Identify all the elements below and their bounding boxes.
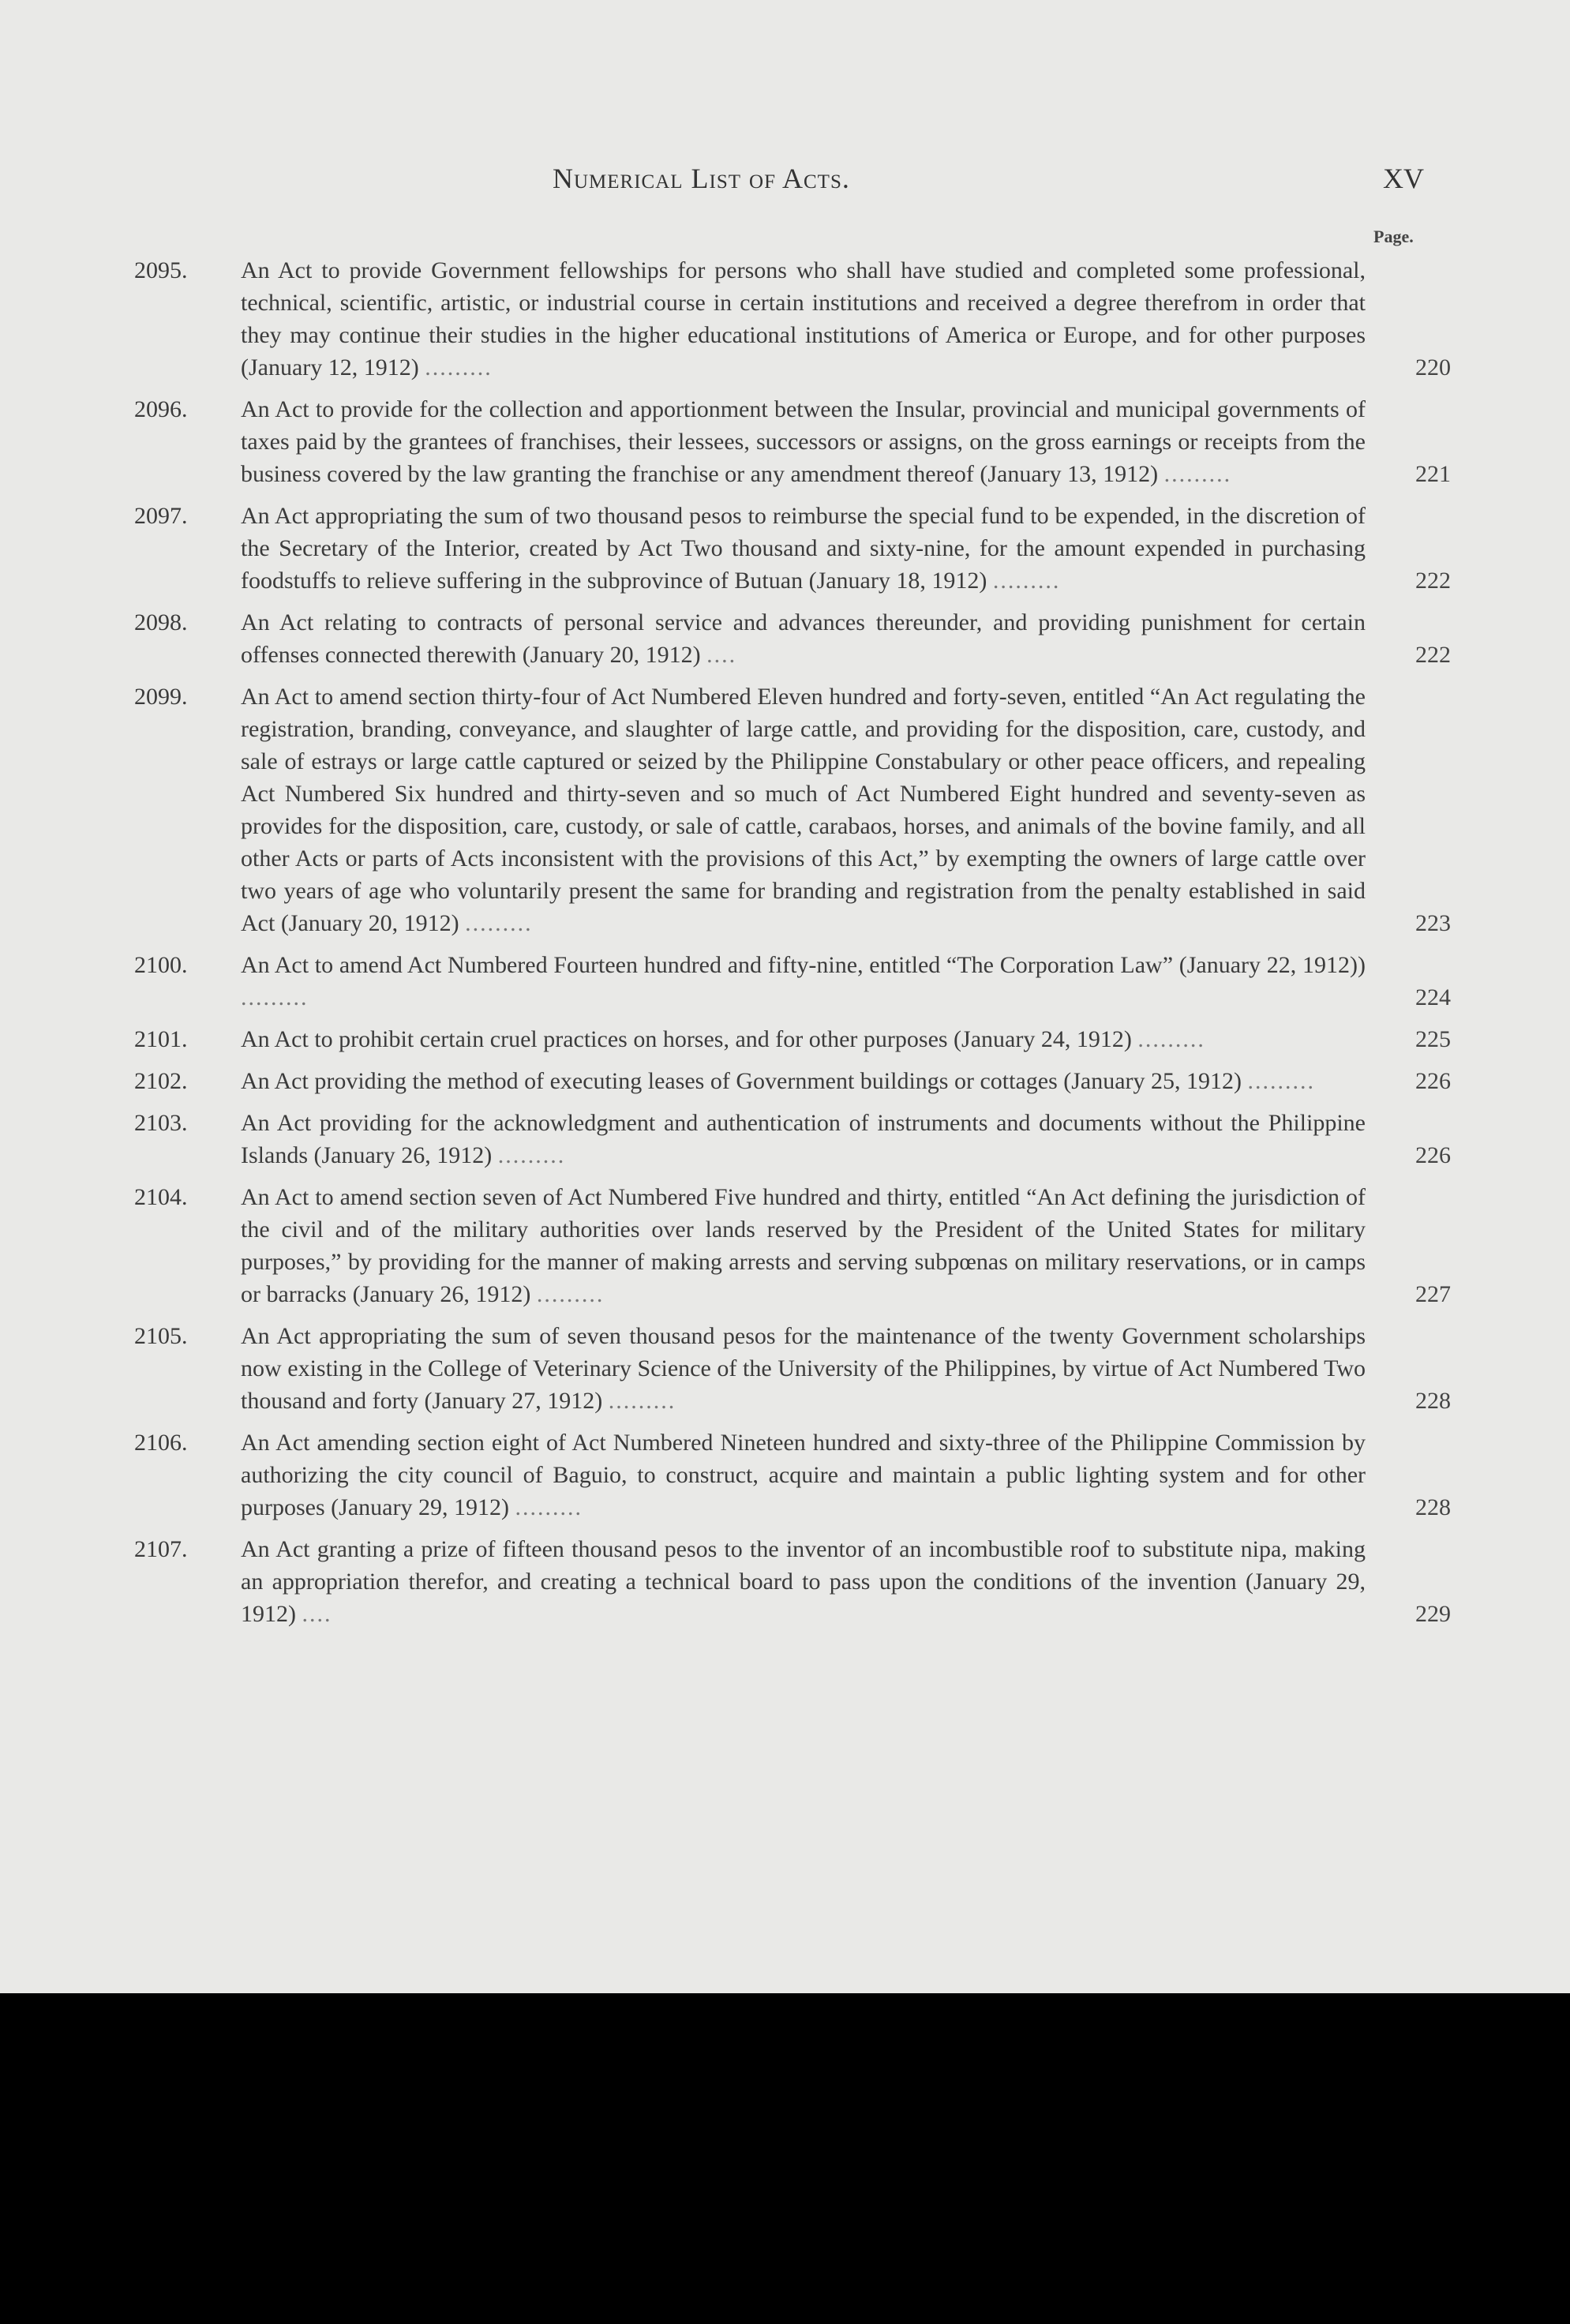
dot-leader: ......... [465, 910, 533, 936]
act-entry [134, 1320, 1460, 1417]
act-description: An Act amending section eight of Act Numbered Nineteen hundred and sixty-three of the Philippine Commission by authorizing the city council of Baguio, to construct, acquire and maintain a public lighting system and for other purposes (January 29, 1912) [241, 1430, 1366, 1520]
act-description: An Act appropriating the sum of two thousand pesos to reimburse the special fund to be expended, in the discretion of the Secretary of the Interior, created by Act Two thousand and sixty-nine, for the amount expended in purchasing foodstuffs to relieve suffering in the subprovince of Butuan (January 18, 1912) [241, 503, 1366, 594]
act-entry [134, 254, 1460, 384]
act-description: An Act to amend Act Numbered Fourteen hundred and fifty-nine, entitled “The Corporation Law” (January 22, 1912)) [241, 952, 1366, 978]
act-entry [134, 1426, 1460, 1524]
act-number: 2096. [134, 396, 188, 422]
act-page: 221 [1415, 461, 1451, 487]
act-entry [134, 1065, 1460, 1097]
act-number: 2104. [134, 1184, 188, 1210]
act-description: An Act to provide for the collection and apportionment between the Insular, provincial and municipal governments of taxes paid by the grantees of franchises, their lessees, successors or assigns, on the gross earnings or receipts from the business covered by the law granting the franchise or any amendment thereof (January 13, 1912) [241, 396, 1366, 487]
act-entry [134, 1533, 1460, 1630]
act-entry [134, 606, 1460, 671]
act-page: 220 [1415, 354, 1451, 380]
act-description: An Act providing the method of executing leases of Government buildings or cottages (January 25, 1912) [241, 1068, 1242, 1094]
act-description: An Act to provide Government fellowships for persons who shall have studied and completed some professional, technical, scientific, artistic, or industrial course in certain institutions and received a degree therefrom in order that they may continue their studies in the higher educational institutions of America or Europe, and for other purposes (January 12, 1912) [241, 257, 1366, 380]
page-title: Numerical List of Acts. [553, 163, 850, 194]
black-border [0, 1993, 1570, 2324]
act-number: 2099. [134, 684, 188, 710]
act-number: 2102. [134, 1068, 188, 1094]
dot-leader: ......... [241, 984, 309, 1010]
dot-leader: ......... [1137, 1026, 1205, 1052]
page-column-label: Page. [1373, 227, 1414, 246]
dot-leader: ......... [536, 1281, 605, 1307]
act-description: An Act granting a prize of fifteen thousand pesos to the inventor of an incombustible roof to substitute nipa, making an appropriation therefor, and creating a technical board to pass upon the conditions of the invention (January 29, 1912) [241, 1536, 1366, 1627]
dot-leader: ......... [1247, 1068, 1316, 1094]
act-description: An Act to prohibit certain cruel practices on horses, and for other purposes (January 24, 1912) [241, 1026, 1132, 1052]
act-number: 2100. [134, 952, 188, 978]
act-description: An Act providing for the acknowledgment and authentication of instruments and documents without the Philippine Islands (January 26, 1912) [241, 1110, 1366, 1168]
act-description: An Act relating to contracts of personal service and advances thereunder, and providing punishment for certain offenses connected therewith (January 20, 1912) [241, 609, 1366, 668]
act-description: An Act to amend section seven of Act Numbered Five hundred and thirty, entitled “An Act defining the jurisdiction of the civil and of the military authorities over lands reserved by the President of the United States for military purposes,” by providing for the manner of making arrests and serving subpœnas on military reservations, or in camps or barracks (January 26, 1912) [241, 1184, 1366, 1307]
act-page: 228 [1415, 1388, 1451, 1414]
act-entry [134, 949, 1460, 1014]
running-header [0, 162, 1570, 209]
act-number: 2107. [134, 1536, 188, 1562]
dot-leader: ......... [992, 568, 1061, 594]
act-number: 2101. [134, 1026, 188, 1052]
act-entry [134, 1023, 1460, 1055]
act-page: 224 [1415, 984, 1451, 1010]
act-number: 2106. [134, 1430, 188, 1456]
dot-leader: .... [706, 642, 737, 668]
act-number: 2095. [134, 257, 188, 283]
dot-leader: ......... [608, 1388, 676, 1414]
act-number: 2098. [134, 609, 188, 635]
act-page: 226 [1415, 1068, 1451, 1094]
act-page: 222 [1415, 568, 1451, 594]
act-page: 226 [1415, 1142, 1451, 1168]
act-entry [134, 680, 1460, 939]
act-page: 227 [1415, 1281, 1451, 1307]
act-entry [134, 1181, 1460, 1310]
dot-leader: ......... [497, 1142, 566, 1168]
act-number: 2097. [134, 503, 188, 529]
dot-leader: .... [302, 1601, 332, 1627]
dot-leader: ......... [515, 1494, 583, 1520]
act-page: 228 [1415, 1494, 1451, 1520]
act-number: 2103. [134, 1110, 188, 1136]
acts-list [134, 254, 1460, 1640]
act-description: An Act appropriating the sum of seven thousand pesos for the maintenance of the twenty Government scholarships now existing in the College of Veterinary Science of the University of the Philippines, by virtue of Act Numbered Two thousand and forty (January 27, 1912) [241, 1323, 1366, 1414]
act-page: 222 [1415, 642, 1451, 668]
act-entry [134, 500, 1460, 597]
act-entry [134, 1107, 1460, 1171]
act-page: 225 [1415, 1026, 1451, 1052]
act-page: 229 [1415, 1601, 1451, 1627]
act-description: An Act to amend section thirty-four of Act Numbered Eleven hundred and forty-seven, entitled “An Act regulating the registration, branding, conveyance, and slaughter of large cattle, and providing for the disposition, care, custody, and sale of estrays or large cattle captured or seized by the Philippine Constabulary or other peace officers, and repealing Act Numbered Six hundred and thirty-seven and so much of Act Numbered Eight hundred and seventy-seven as provides for the disposition, care, custody, or sale of cattle, carabaos, horses, and animals of the bovine family, and all other Acts or parts of Acts inconsistent with the provisions of this Act,” by exempting the owners of large cattle over two years of age who voluntarily present the same for branding and registration from the penalty established in said Act (January 20, 1912) [241, 684, 1366, 936]
act-number: 2105. [134, 1323, 188, 1349]
dot-leader: ......... [425, 354, 493, 380]
act-entry [134, 393, 1460, 490]
dot-leader: ......... [1163, 461, 1232, 487]
page-number-roman: XV [1383, 163, 1424, 194]
act-page: 223 [1415, 910, 1451, 936]
